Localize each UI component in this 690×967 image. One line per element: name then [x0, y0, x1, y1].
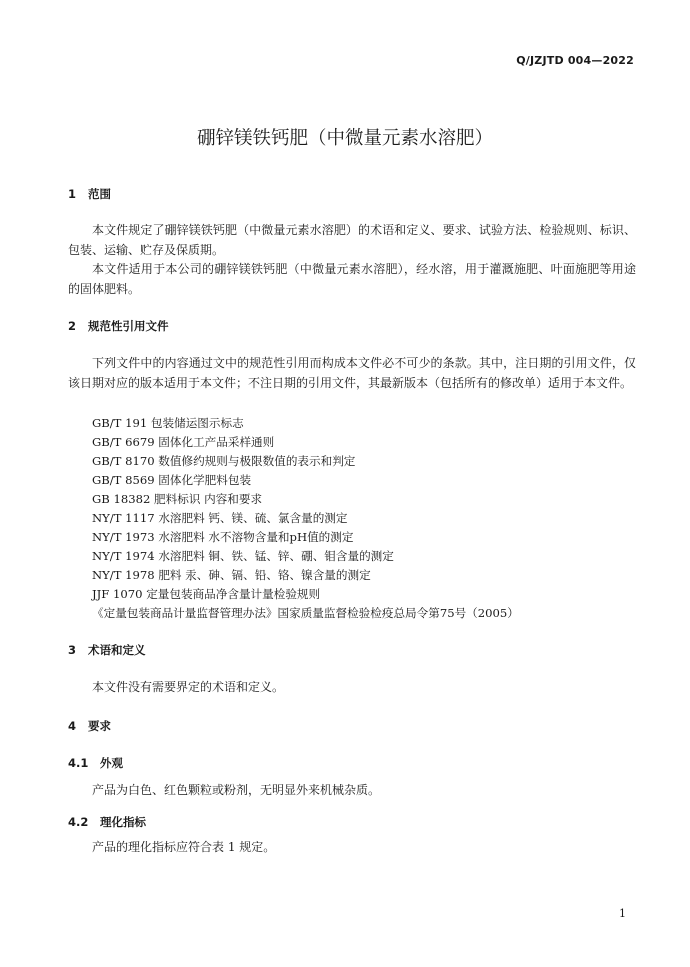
reference-item: GB/T 8170 数值修约规则与极限数值的表示和判定 [92, 454, 356, 468]
section-2-heading [68, 318, 169, 334]
section-4-2-paragraph-1: 产品的理化指标应符合表 1 规定。 [92, 840, 276, 854]
section-4-1-heading [68, 755, 123, 771]
reference-item: NY/T 1117 水溶肥料 钙、镁、硫、氯含量的测定 [92, 511, 348, 525]
section-title: 规范性引用文件 [88, 319, 169, 333]
section-number: 4 [68, 719, 77, 733]
section-3-paragraph-1: 本文件没有需要界定的术语和定义。 [92, 680, 285, 694]
section-3-heading [68, 642, 146, 658]
section-number: 3 [68, 643, 77, 657]
section-title: 术语和定义 [88, 643, 146, 657]
section-4-heading [68, 718, 111, 734]
reference-item: 《定量包装商品计量监督管理办法》国家质量监督检验检疫总局令第75号（2005） [92, 606, 519, 620]
section-1-paragraph-1: 本文件规定了硼锌镁铁钙肥（中微量元素水溶肥）的术语和定义、要求、试验方法、检验规则、标识、包装、运输、贮存及保质期。 [68, 223, 636, 257]
reference-item: GB/T 191 包装储运图示标志 [92, 416, 244, 430]
section-title: 外观 [100, 756, 123, 770]
reference-item: JJF 1070 定量包装商品净含量计量检验规则 [92, 587, 321, 601]
document-code: Q/JZJTD 004—2022 [516, 54, 634, 67]
section-1-heading [68, 186, 111, 202]
reference-item: GB/T 6679 固体化工产品采样通则 [92, 435, 275, 449]
section-4-2-heading [68, 814, 146, 830]
section-number: 4.2 [68, 815, 89, 829]
section-title: 理化指标 [100, 815, 146, 829]
section-number: 4.1 [68, 756, 89, 770]
reference-item: GB 18382 肥料标识 内容和要求 [92, 492, 263, 506]
section-title: 要求 [88, 719, 111, 733]
section-title: 范围 [88, 187, 111, 201]
section-4-1-paragraph-1: 产品为白色、红色颗粒或粉剂，无明显外来机械杂质。 [92, 783, 381, 797]
document-title: 硼锌镁铁钙肥（中微量元素水溶肥） [196, 128, 493, 149]
section-number: 1 [68, 187, 77, 201]
reference-item: NY/T 1973 水溶肥料 水不溶物含量和pH值的测定 [92, 530, 354, 544]
page-number: 1 [619, 907, 626, 920]
section-1-paragraph-2: 本文件适用于本公司的硼锌镁铁钙肥（中微量元素水溶肥），经水溶，用于灌溉施肥、叶面施肥等用途的固体肥料。 [68, 262, 636, 296]
reference-item: NY/T 1978 肥料 汞、砷、镉、铅、铬、镍含量的测定 [92, 568, 371, 582]
reference-item: NY/T 1974 水溶肥料 铜、铁、锰、锌、硼、钼含量的测定 [92, 549, 394, 563]
section-number: 2 [68, 319, 77, 333]
section-2-paragraph-1: 下列文件中的内容通过文中的规范性引用而构成本文件必不可少的条款。其中，注日期的引用文件，仅该日期对应的版本适用于本文件；不注日期的引用文件，其最新版本（包括所有的修改单）适用于本文件。 [68, 356, 636, 390]
reference-item: GB/T 8569 固体化学肥料包装 [92, 473, 252, 487]
